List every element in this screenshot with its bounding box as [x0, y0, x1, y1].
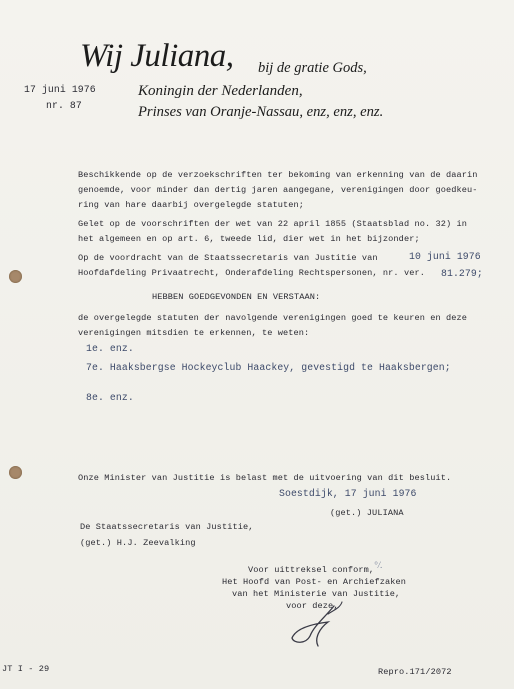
- decision-heading: HEBBEN GOEDGEVONDEN EN VERSTAAN:: [152, 292, 321, 302]
- place-date: Soestdijk, 17 juni 1976: [279, 488, 417, 499]
- body-p4-l2: verenigingen mitsdien te erkennen, te weten:: [78, 328, 310, 338]
- body-p3-date: 10 juni 1976: [409, 251, 481, 262]
- list-item-7: 7e. Haaksbergse Hockeyclub Haackey, gevestigd te Haaksbergen;: [86, 362, 451, 373]
- body-p1-l2: genoemde, voor minder dan dertig jaren aangegane, verenigingen door goedkeu-: [78, 185, 478, 195]
- decree-number: nr. 87: [46, 100, 82, 111]
- letterhead-wij: Wij Juliana,: [80, 38, 234, 74]
- letterhead-gratie: bij de gratie Gods,: [258, 60, 367, 76]
- body-p2-l1: Gelet op de voorschriften der wet van 22 april 1855 (Staatsblad no. 32) in: [78, 219, 468, 229]
- body-p3-l1: Op de voordracht van de Staatssecretaris van Justitie van: [78, 253, 378, 263]
- body-p3-number: 81.279;: [441, 268, 483, 279]
- secretary-title: De Staatssecretaris van Justitie,: [80, 522, 254, 532]
- footer-repro-code: Repro.171/2072: [378, 667, 452, 677]
- decree-date: 17 juni 1976: [24, 84, 96, 95]
- body-p1-l1: Beschikkende op de verzoekschriften ter bekoming van erkenning van de daarin: [78, 170, 478, 180]
- list-item-1: 1e. enz.: [86, 343, 134, 354]
- secretary-signed: (get.) H.J. Zeevalking: [80, 538, 196, 548]
- body-p4-l1: de overgelegde statuten der navolgende verenigingen goed te keuren en deze: [78, 313, 468, 323]
- letterhead-koningin: Koningin der Nederlanden,: [138, 83, 303, 99]
- closing-sentence: Onze Minister van Justitie is belast met de uitvoering van dit besluit.: [78, 473, 452, 483]
- body-p1-l3: ring van hare daarbij overgelegde statuten;: [78, 200, 305, 210]
- letterhead-prinses: Prinses van Oranje-Nassau, enz, enz, enz.: [138, 104, 384, 120]
- extract-l2: Het Hoofd van Post- en Archiefzaken: [222, 577, 406, 587]
- punch-hole-top: [9, 270, 22, 283]
- extract-l4: voor deze,: [286, 601, 339, 611]
- royal-signed: (get.) JULIANA: [330, 508, 404, 518]
- body-p2-l2: het algemeen en op art. 6, tweede lid, dier wet in het bijzonder;: [78, 234, 420, 244]
- handwritten-signature: [284, 598, 354, 650]
- punch-hole-bottom: [9, 466, 22, 479]
- extract-hand-mark: °/.: [374, 560, 383, 570]
- footer-left-code: JT I - 29: [2, 664, 50, 674]
- extract-l1: Voor uittreksel conform,: [248, 565, 375, 575]
- list-item-8: 8e. enz.: [86, 392, 134, 403]
- body-p3-l2: Hoofdafdeling Privaatrecht, Onderafdeling Rechtspersonen, nr. ver.: [78, 268, 425, 278]
- extract-l3: van het Ministerie van Justitie,: [232, 589, 401, 599]
